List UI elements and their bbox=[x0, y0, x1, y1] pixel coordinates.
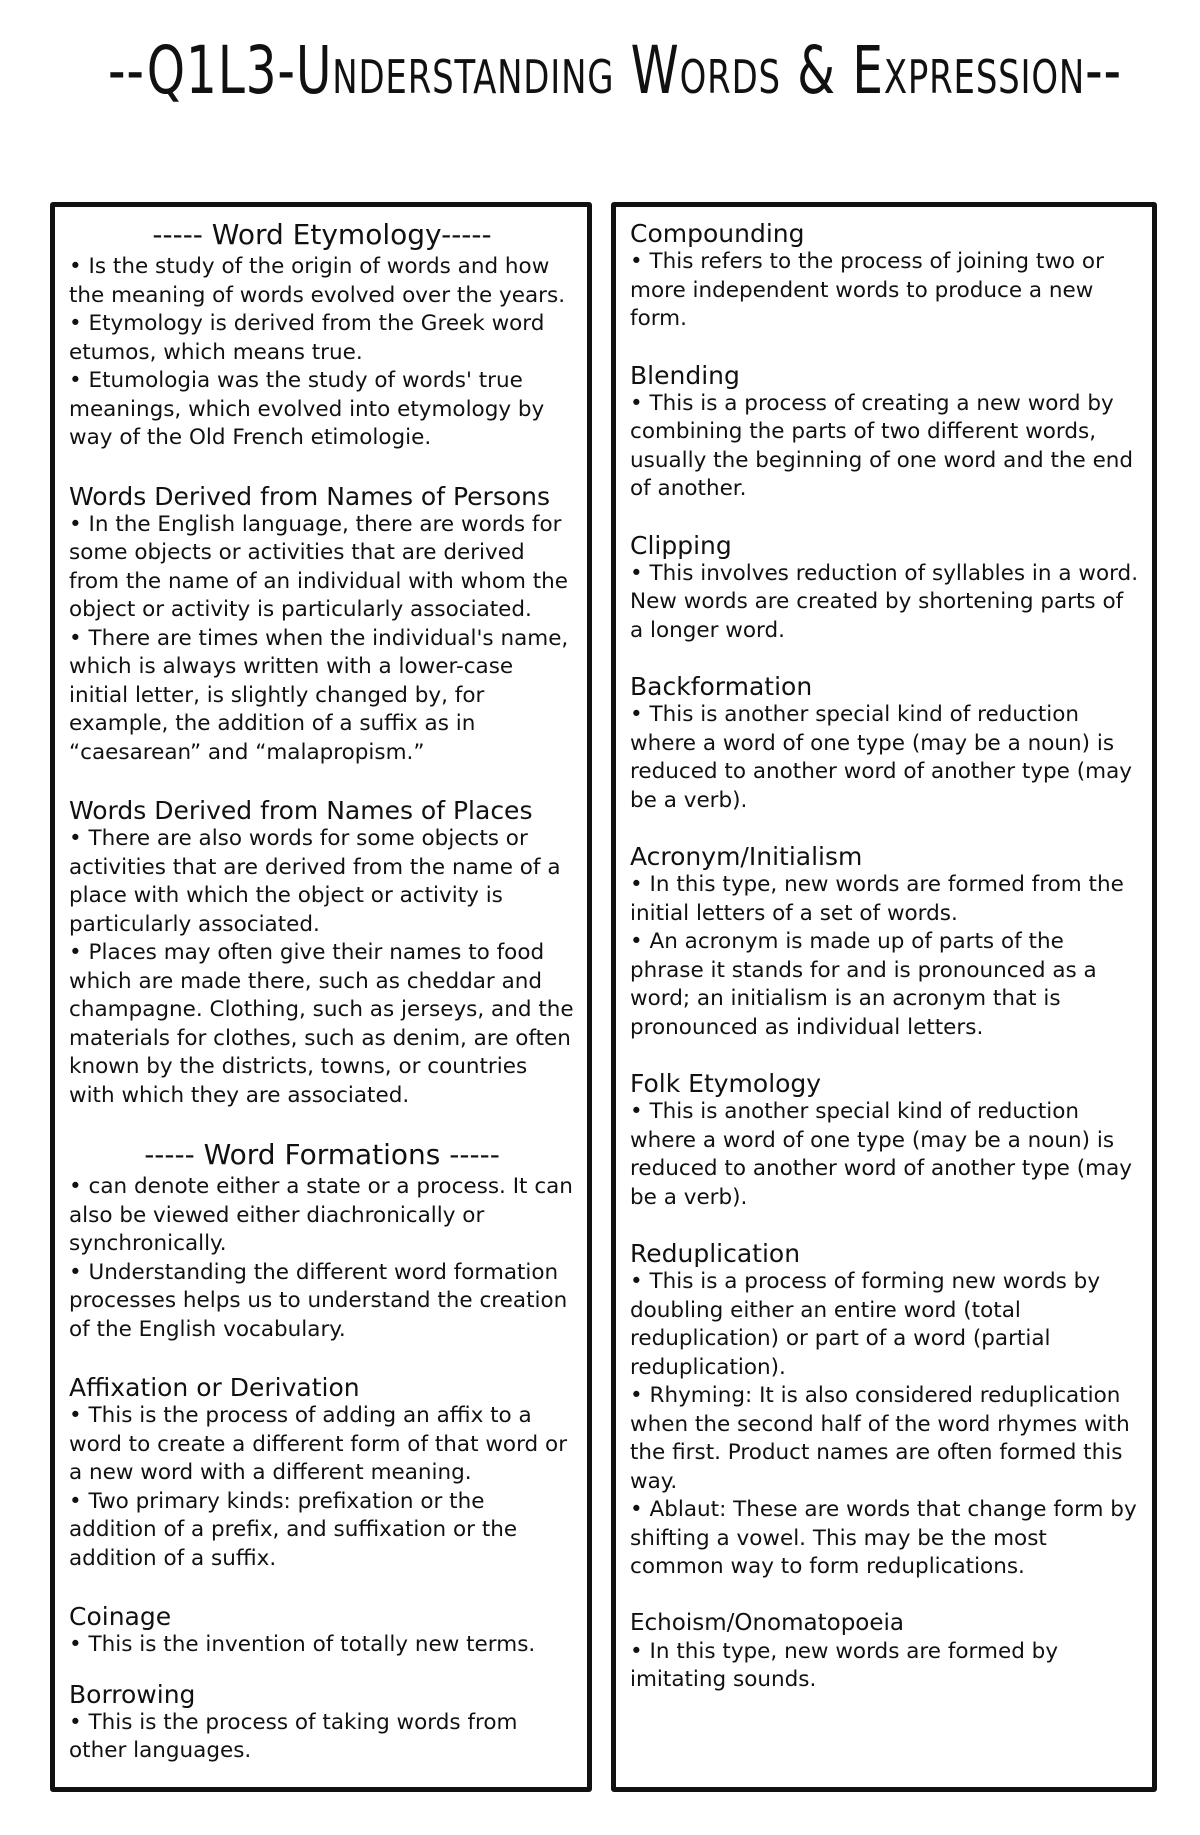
right-panel bbox=[611, 202, 1157, 1792]
clipping-heading: Clipping bbox=[630, 530, 732, 560]
acronym-section bbox=[630, 842, 1140, 1042]
compounding-heading: Compounding bbox=[630, 219, 805, 248]
etymology-bullet: • Etumologia was the study of words' true meanings, which evolved into etymology by way of the Old French etimologie. bbox=[69, 368, 545, 450]
coinage-heading: Coinage bbox=[69, 1602, 172, 1631]
page-title: --Q1L3-Understanding Words & Expression-- bbox=[108, 32, 1122, 109]
formations-bullet: • Understanding the different word formation processes helps us to understand the creation of the English vocabulary. bbox=[69, 1259, 568, 1342]
folk-etymology-section bbox=[630, 1069, 1140, 1212]
formations-bullet: • can denote either a state or a process. It can also be viewed either diachronically or synchronically. bbox=[69, 1174, 573, 1256]
left-panel bbox=[50, 202, 592, 1792]
blending-heading: Blending bbox=[630, 360, 740, 390]
affixation-heading: Affixation or Derivation bbox=[69, 1373, 360, 1402]
etymology-bullet: • Etymology is derived from the Greek word etumos, which means true. bbox=[69, 311, 545, 365]
echoism-section bbox=[630, 1609, 1140, 1695]
reduplication-bullet: • Rhyming: It is also considered reduplication when the second half of the word rhymes with the first. Product names are often formed this way. bbox=[630, 1383, 1130, 1494]
names-of-places-section bbox=[69, 796, 575, 1110]
acronym-bullet: • An acronym is made up of parts of the phrase it stands for and is pronounced as a word; an initialism is an acronym that is pronounced as individual letters. bbox=[630, 929, 1097, 1040]
reduplication-bullet: • Ablaut: These are words that change form by shifting a vowel. This may be the most common way to form reduplications. bbox=[630, 1497, 1137, 1579]
backformation-heading: Backformation bbox=[630, 672, 813, 701]
backformation-section bbox=[630, 672, 1140, 815]
affixation-section bbox=[69, 1373, 575, 1573]
etymology-bullet: • Is the study of the origin of words and how the meaning of words evolved over the years. bbox=[69, 254, 566, 308]
blending-section bbox=[630, 361, 1140, 504]
clipping-section bbox=[630, 531, 1140, 646]
names-of-places-heading: Words Derived from Names of Places bbox=[69, 796, 533, 825]
borrowing-heading: Borrowing bbox=[69, 1679, 196, 1709]
folk-etymology-heading: Folk Etymology bbox=[630, 1069, 822, 1098]
names-of-persons-heading: Words Derived from Names of Persons bbox=[69, 481, 551, 511]
echoism-bullet: • In this type, new words are formed by imitating sounds. bbox=[630, 1638, 1059, 1692]
persons-bullet: • There are times when the individual's name, which is always written with a lower-case initial letter, is slightly changed by, for example, the addition of a suffix as in “caesarean” and “malapropism.” bbox=[69, 625, 569, 765]
compounding-bullet: • This refers to the process of joining two or more independent words to produce a new form. bbox=[630, 249, 1104, 331]
reduplication-section bbox=[630, 1239, 1140, 1582]
word-formations-heading: ----- Word Formations ----- bbox=[144, 1138, 500, 1171]
clipping-bullet: • This involves reduction of syllables in a word. New words are created by shortening parts of a longer word. bbox=[630, 560, 1139, 643]
places-bullet: • There are also words for some objects or activities that are derived from the name of a place with which the object or activity is particularly associated. bbox=[69, 826, 561, 937]
compounding-section bbox=[630, 219, 1140, 334]
affixation-bullet: • Two primary kinds: prefixation or the addition of a prefix, and suffixation or the addition of a suffix. bbox=[69, 1488, 518, 1571]
word-etymology-section bbox=[69, 219, 575, 453]
word-formations-section bbox=[69, 1139, 575, 1344]
acronym-bullet: • In this type, new words are formed from the initial letters of a set of words. bbox=[630, 872, 1124, 926]
word-etymology-heading: ----- Word Etymology----- bbox=[152, 218, 492, 251]
backformation-bullet: • This is another special kind of reduction where a word of one type (may be a noun) is reduced to another word of another type (may be a verb). bbox=[630, 702, 1132, 813]
coinage-bullet: • This is the invention of totally new terms. bbox=[69, 1632, 536, 1657]
blending-bullet: • This is a process of creating a new word by combining the parts of two different words, usually the beginning of one word and the end of another. bbox=[630, 390, 1134, 501]
coinage-section bbox=[69, 1602, 575, 1660]
persons-bullet: • In the English language, there are words for some objects or activities that are derived from the name of an individual with whom the object or activity is particularly associated. bbox=[69, 511, 569, 622]
affixation-bullet: • This is the process of adding an affix to a word to create a different form of that word or a new word with a different meaning. bbox=[69, 1403, 568, 1485]
borrowing-bullet: • This is the process of taking words from other languages. bbox=[69, 1709, 518, 1763]
reduplication-heading: Reduplication bbox=[630, 1239, 801, 1268]
reduplication-bullet: • This is a process of forming new words by doubling either an entire word (total reduplication) or part of a word (partial reduplication). bbox=[630, 1269, 1101, 1380]
folk-etymology-bullet: • This is another special kind of reduction where a word of one type (may be a noun) is reduced to another word of another type (may be a verb). bbox=[630, 1099, 1132, 1210]
acronym-heading: Acronym/Initialism bbox=[630, 842, 863, 871]
names-of-persons-section bbox=[69, 482, 575, 768]
echoism-heading: Echoism/Onomatopoeia bbox=[630, 1609, 905, 1636]
borrowing-section bbox=[69, 1680, 575, 1766]
places-bullet: • Places may often give their names to food which are made there, such as cheddar and champagne. Clothing, such as jerseys, and the materials for clothes, such as denim, are often known by the districts, towns, or countries with which they are associated. bbox=[69, 940, 574, 1108]
